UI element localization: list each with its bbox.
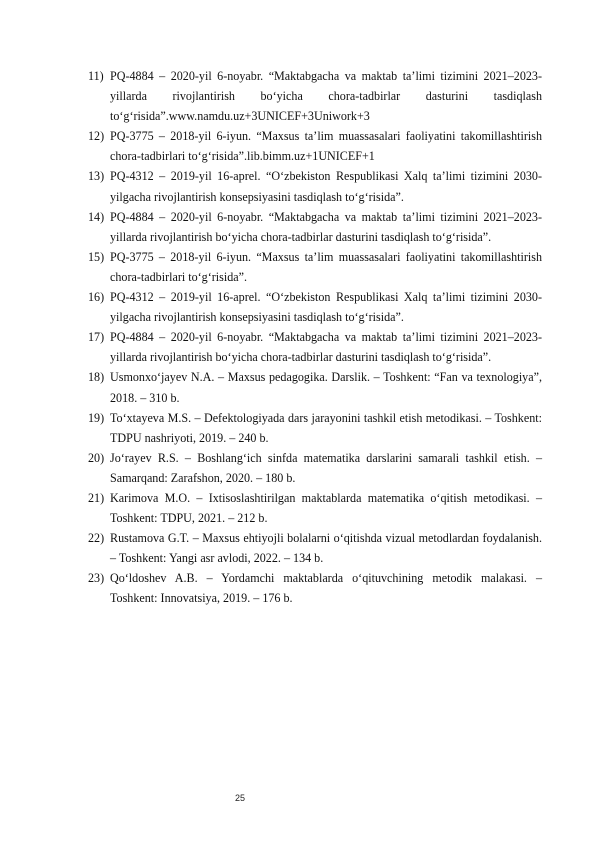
reference-number: 20) (88, 450, 105, 465)
reference-text: PQ-4884 – 2020-yil 6-noyabr. “Maktabgacha va maktab ta’limi tizimini 2021–2023-yillarda rivojlantirish bo‘yicha chora-tadbirlar dasturini tasdiqlash to‘g‘risida”.www.namdu.uz+3UNICEF+3Uniwork+3 (110, 69, 542, 124)
reference-item (88, 126, 542, 166)
reference-number: 19) (88, 410, 105, 425)
reference-text: Rustamova G.T. – Maxsus ehtiyojli bolalarni o‘qitishda vizual metodlardan foydalanish. – Toshkent: Yangi asr avlodi, 2022. – 134 b. (110, 531, 542, 566)
page-number: 25 (235, 793, 246, 803)
reference-item (88, 488, 542, 528)
reference-item (88, 66, 542, 126)
reference-text: Karimova M.O. – Ixtisoslashtirilgan maktablarda matematika o‘qitish metodikasi. – Toshkent: TDPU, 2021. – 212 b. (110, 490, 542, 526)
reference-text: PQ-4312 – 2019-yil 16-aprel. “O‘zbekiston Respublikasi Xalq ta’limi tizimini 2030-yilgacha rivojlantirish konsepsiyasini tasdiqlash to‘g‘risida”. (110, 290, 542, 325)
reference-number: 16) (88, 290, 105, 305)
reference-item (88, 408, 542, 448)
reference-item (88, 448, 542, 488)
reference-item (88, 528, 542, 568)
reference-item (88, 568, 542, 608)
reference-text: Jo‘rayev R.S. – Boshlang‘ich sinfda matematika darslarini samarali tashkil etish. – Samarqand: Zarafshon, 2020. – 180 b. (110, 450, 542, 485)
reference-number: 17) (88, 330, 105, 345)
reference-text: PQ-3775 – 2018-yil 6-iyun. “Maxsus ta’lim muassasalari faoliyatini takomillashtirish chora-tadbirlari to‘g‘risida”.lib.bimm.uz+1UNICEF+1 (110, 129, 542, 164)
reference-text: To‘xtayeva M.S. – Defektologiyada dars jarayonini tashkil etish metodikasi. – Toshkent: TDPU nashriyoti, 2019. – 240 b. (110, 410, 542, 445)
reference-number: 18) (88, 370, 105, 385)
reference-number: 23) (88, 571, 105, 586)
reference-number: 22) (88, 531, 105, 546)
reference-number: 14) (88, 209, 105, 224)
reference-item (88, 207, 542, 247)
reference-number: 15) (88, 249, 105, 264)
reference-item (88, 287, 542, 327)
reference-number: 11) (88, 69, 104, 83)
reference-text: PQ-4884 – 2020-yil 6-noyabr. “Maktabgacha va maktab ta’limi tizimini 2021–2023-yillarda rivojlantirish bo‘yicha chora-tadbirlar dasturini tasdiqlash to‘g‘risida”. (110, 330, 542, 365)
reference-text: PQ-4884 – 2020-yil 6-noyabr. “Maktabgacha va maktab ta’limi tizimini 2021–2023-yillarda rivojlantirish bo‘yicha chora-tadbirlar dasturini tasdiqlash to‘g‘risida”. (110, 209, 542, 244)
reference-text: PQ-3775 – 2018-yil 6-iyun. “Maxsus ta’lim muassasalari faoliyatini takomillashtirish chora-tadbirlari to‘g‘risida”. (110, 249, 542, 284)
reference-number: 13) (88, 169, 105, 184)
reference-number: 12) (88, 129, 105, 144)
reference-number: 21) (88, 490, 105, 505)
reference-text: Qo‘ldoshev A.B. – Yordamchi maktablarda o‘qituvchining metodik malakasi. – Toshkent: Innovatsiya, 2019. – 176 b. (110, 571, 542, 606)
reference-text: Usmonxo‘jayev N.A. – Maxsus pedagogika. Darslik. – Toshkent: “Fan va texnologiya”, 2018. – 310 b. (110, 370, 542, 405)
reference-item (88, 166, 542, 206)
reference-text: PQ-4312 – 2019-yil 16-aprel. “O‘zbekiston Respublikasi Xalq ta’limi tizimini 2030-yilgacha rivojlantirish konsepsiyasini tasdiqlash to‘g‘risida”. (110, 169, 542, 204)
reference-item (88, 327, 542, 367)
reference-item (88, 247, 542, 287)
reference-item (88, 367, 542, 407)
reference-list (88, 66, 542, 609)
